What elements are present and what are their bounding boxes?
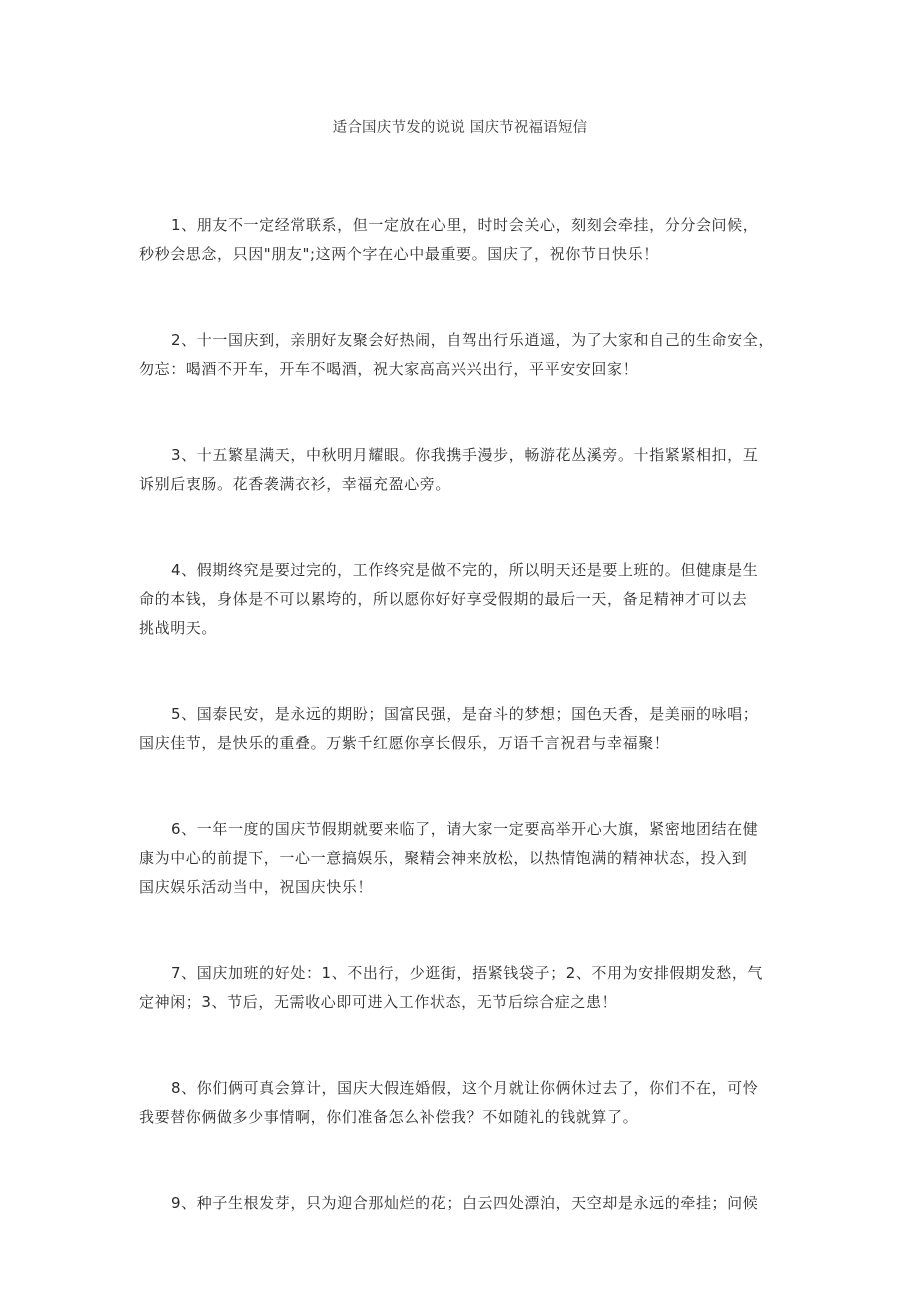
paragraph-line: 4、假期终究是要过完的，工作终究是做不完的，所以明天还是要上班的。但健康是生 [171,561,759,579]
paragraph-line: 秒秒会思念，只因"朋友";这两个字在心中最重要。国庆了，祝你节日快乐！ [139,245,659,263]
paragraph-line: 8、你们俩可真会算计，国庆大假连婚假，这个月就让你俩休过去了，你们不在，可怜 [171,1079,759,1097]
paragraph-line: 命的本钱，身体是不可以累垮的，所以愿你好好享受假期的最后一天，备足精神才可以去 [139,590,748,608]
paragraph-5 [139,700,789,758]
paragraph-line: 国庆佳节，是快乐的重叠。万紫千红愿你享长假乐，万语千言祝君与幸福聚！ [139,734,670,752]
paragraph-line: 勿忘：喝酒不开车，开车不喝酒，祝大家高高兴兴出行，平平安安回家！ [139,360,639,378]
paragraph-line: 诉别后衷肠。花香袭满衣衫，幸福充盈心旁。 [139,475,452,493]
paragraph-4 [139,556,789,643]
paragraph-line: 我要替你俩做多少事情啊，你们准备怎么补偿我？不如随礼的钱就算了。 [139,1108,639,1126]
paragraph-9 [139,1189,789,1218]
document-body [139,211,789,1275]
paragraph-line: 定神闲；3、节后，无需收心即可进入工作状态，无节后综合症之患！ [139,993,618,1011]
paragraph-6 [139,815,789,902]
paragraph-line: 7、国庆加班的好处：1、不出行，少逛街，捂紧钱袋子；2、不用为安排假期发愁，气 [171,964,764,982]
paragraph-line: 9、种子生根发芽，只为迎合那灿烂的花；白云四处漂泊，天空却是永远的牵挂；问候 [171,1194,759,1212]
paragraph-line: 6、一年一度的国庆节假期就要来临了，请大家一定要高举开心大旗，紧密地团结在健 [171,820,759,838]
paragraph-line: 康为中心的前提下，一心一意搞娱乐，聚精会神来放松，以热情饱满的精神状态，投入到 [139,849,748,867]
paragraph-7 [139,959,789,1017]
paragraph-line: 国庆娱乐活动当中，祝国庆快乐！ [139,878,374,896]
paragraph-line: 1、朋友不一定经常联系，但一定放在心里，时时会关心，刻刻会牵挂，分分会问候， [171,216,759,234]
paragraph-1 [139,211,789,269]
paragraph-line: 挑战明天。 [139,619,218,637]
paragraph-line: 2、十一国庆到，亲朋好友聚会好热闹，自驾出行乐逍遥，为了大家和自己的生命安全， [171,331,774,349]
paragraph-8 [139,1074,789,1132]
paragraph-line: 5、国泰民安，是永远的期盼；国富民强，是奋斗的梦想；国色天香，是美丽的咏唱； [171,705,759,723]
paragraph-2 [139,326,789,384]
document-title: 适合国庆节发的说说 国庆节祝福语短信 [332,120,588,136]
paragraph-line: 3、十五繁星满天，中秋明月耀眼。你我携手漫步，畅游花丛溪旁。十指紧紧相扣，互 [171,446,759,464]
paragraph-3 [139,441,789,499]
